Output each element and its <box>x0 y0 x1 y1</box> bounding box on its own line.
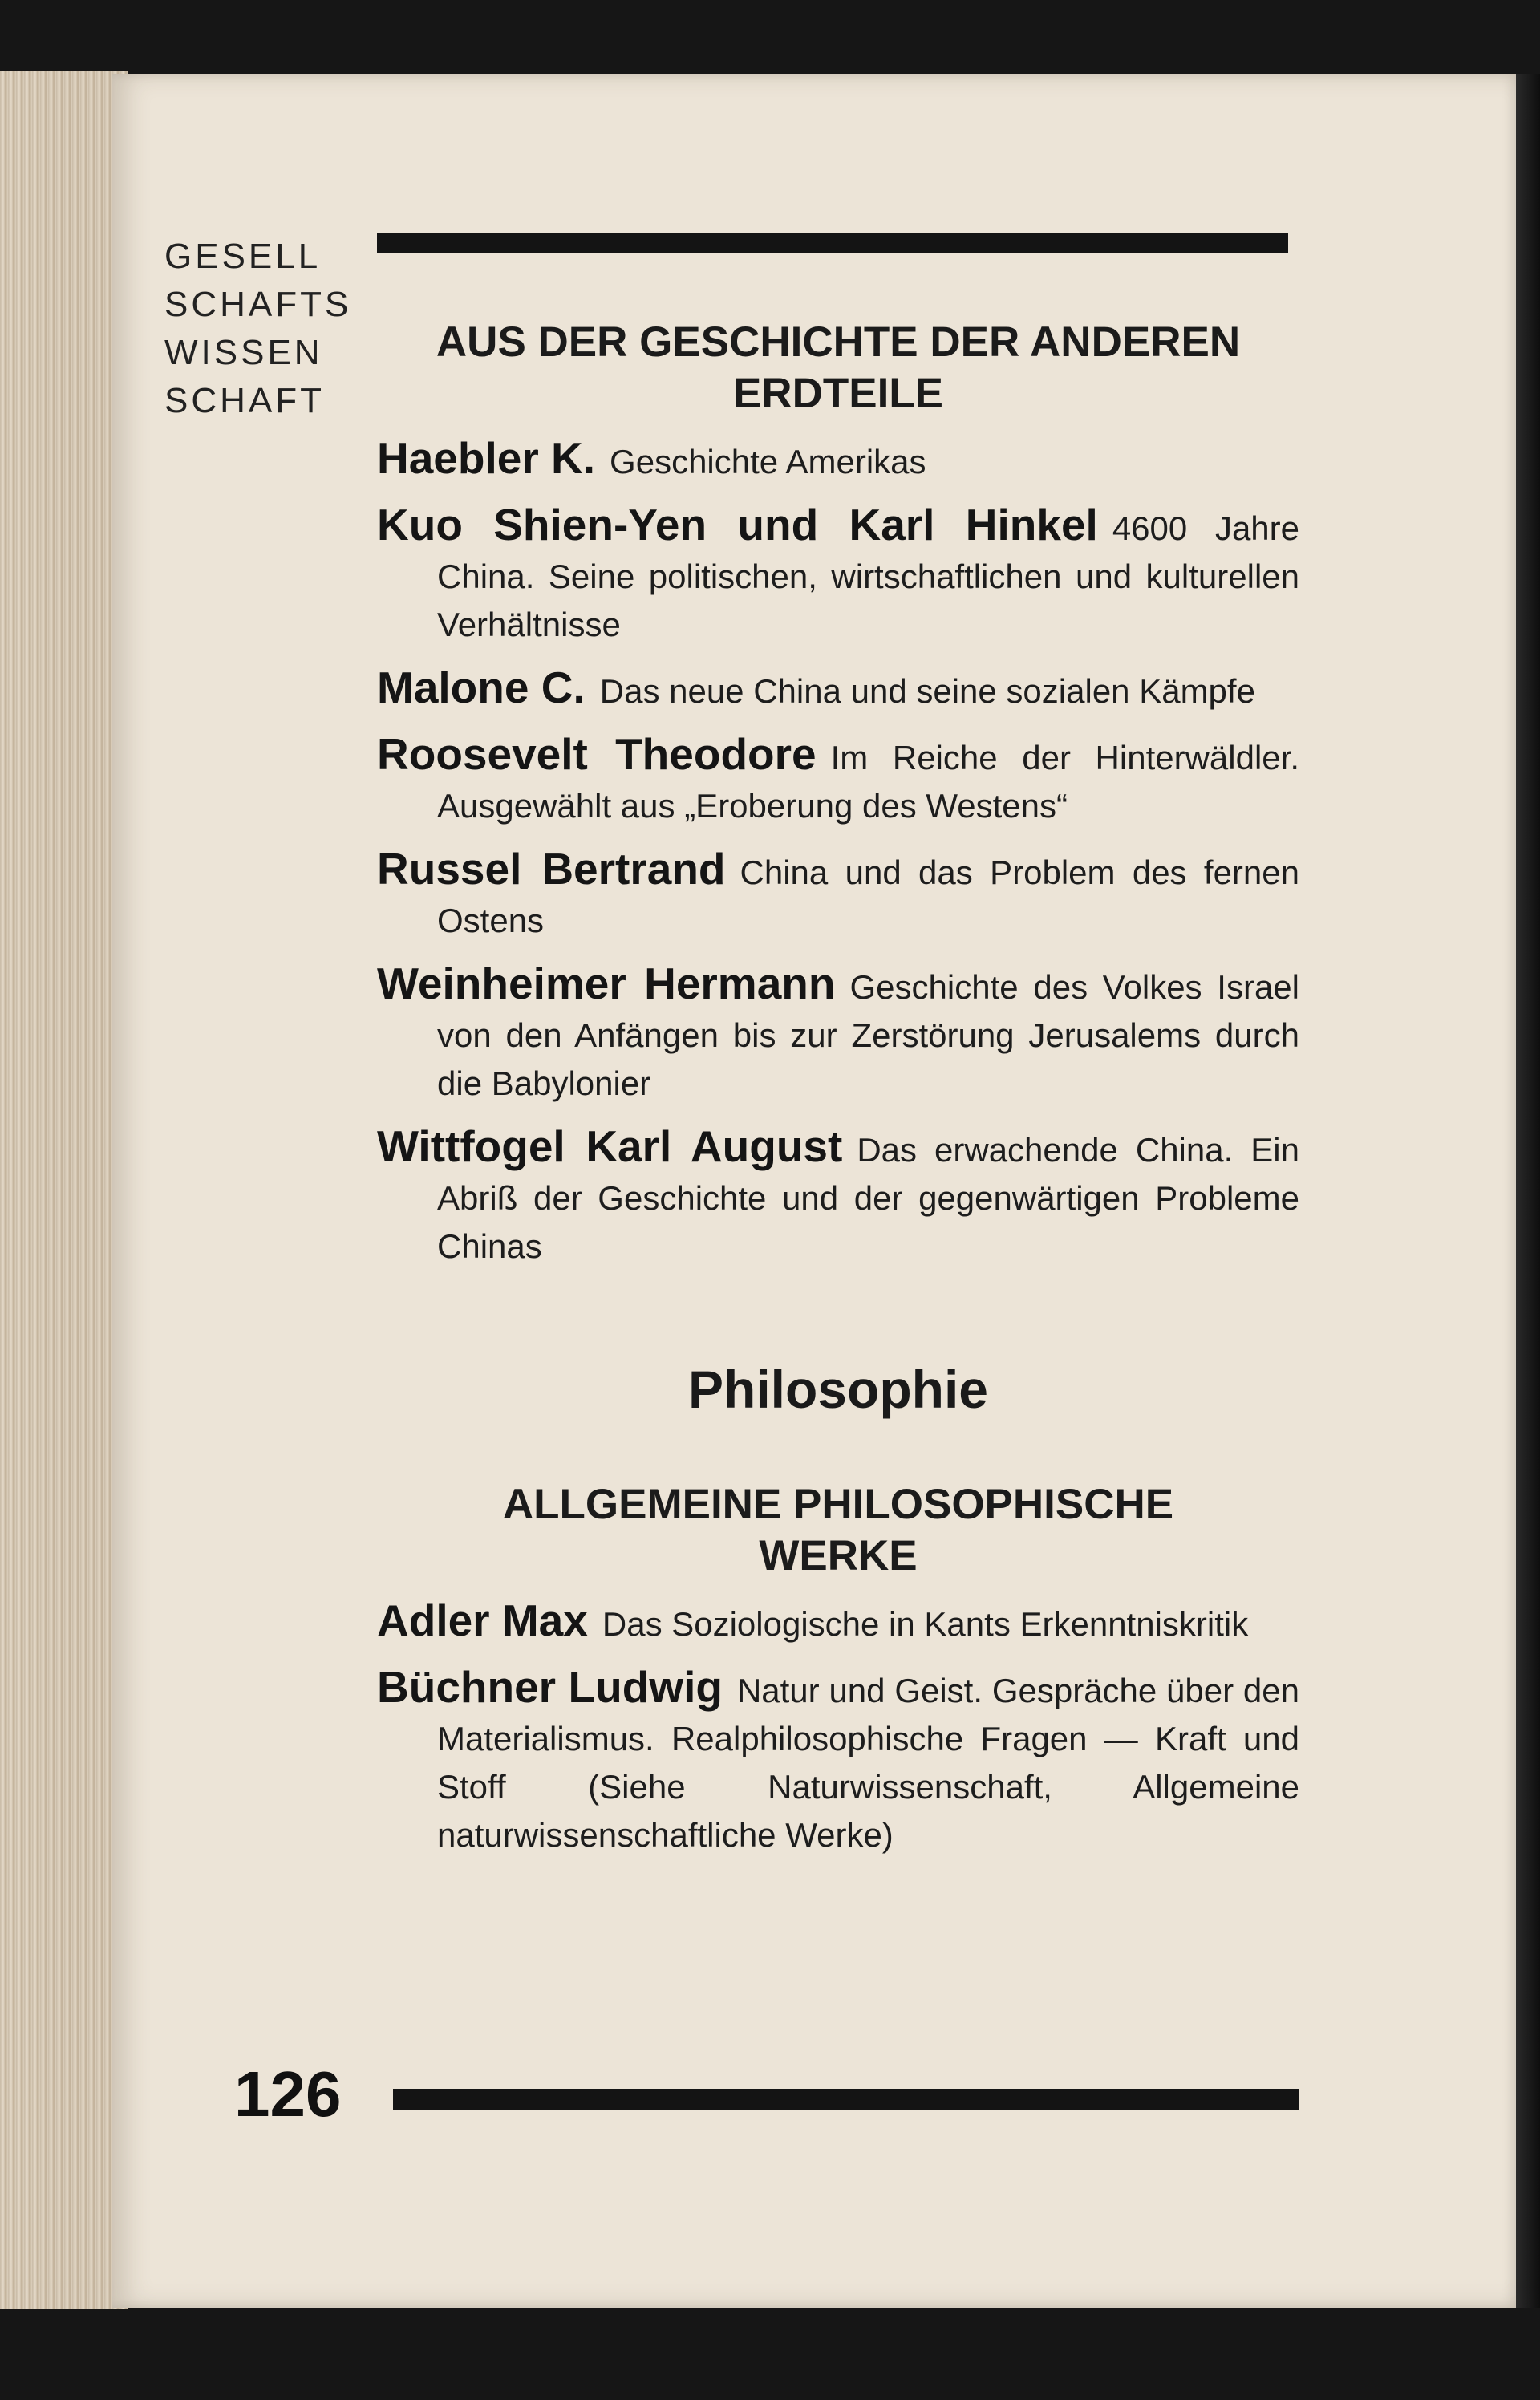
bibliography-entry <box>377 959 1299 1108</box>
entry-author: Weinheimer Hermann <box>377 959 836 1008</box>
section-label-line: SCHAFT <box>164 381 325 420</box>
bibliography-entry <box>377 663 1299 716</box>
bibliography-entry <box>377 501 1299 649</box>
heading-line: WERKE <box>759 1532 918 1579</box>
entry-author: Adler Max <box>377 1595 588 1645</box>
entry-author: Roosevelt Theodore <box>377 729 817 779</box>
entry-title: Geschichte Amerikas <box>610 443 926 480</box>
entry-list <box>377 434 1299 1271</box>
entry-author: Kuo Shien-Yen und Karl Hinkel <box>377 500 1098 549</box>
section-label-line: GESELL <box>164 237 322 276</box>
section-label <box>164 233 357 425</box>
top-rule <box>377 233 1288 253</box>
major-heading: Philosophie <box>687 1360 989 1419</box>
bibliography-entry <box>377 845 1299 945</box>
entry-title: Das erwachende China. Ein Abriß der Geschichte und der gegenwärtigen Probleme Chinas <box>437 1131 1299 1265</box>
page-stack-edge <box>0 71 128 2309</box>
bibliography-entry <box>377 434 1299 486</box>
section-label-line: SCHAFTS <box>164 285 352 324</box>
bibliography-entry <box>377 1663 1299 1859</box>
entry-author: Russel Bertrand <box>377 844 726 894</box>
page-number: 126 <box>234 2058 342 2130</box>
binding-shadow <box>1516 74 1540 2308</box>
entry-author: Haebler K. <box>377 433 596 483</box>
section-label-line: WISSEN <box>164 333 323 372</box>
entry-title: China und das Problem des fernen Ostens <box>437 853 1299 939</box>
entry-author: Malone C. <box>377 663 586 712</box>
bibliography-entry <box>377 1596 1299 1648</box>
main-column <box>377 317 1299 1874</box>
entry-author: Wittfogel Karl August <box>377 1121 843 1171</box>
heading-line: ALLGEMEINE PHILOSOPHISCHE <box>502 1481 1174 1528</box>
entry-title: Das neue China und seine sozialen Kämpfe <box>599 672 1255 710</box>
heading-line: ERDTEILE <box>732 370 944 417</box>
entry-list <box>377 1596 1299 1859</box>
section-heading <box>377 1479 1299 1582</box>
entry-author: Büchner Ludwig <box>377 1662 723 1712</box>
entry-title: Natur und Geist. Gespräche über den Materialismus. Realphilosophische Fragen — Kraft und Stoff (Siehe Naturwissenschaft, Allgemeine naturwissenschaftliche Werke) <box>437 1672 1299 1854</box>
bibliography-entry <box>377 730 1299 830</box>
heading-line: AUS DER GESCHICHTE DER ANDEREN <box>436 318 1241 366</box>
bottom-rule <box>393 2089 1299 2110</box>
entry-title: Geschichte des Volkes Israel von den Anfängen bis zur Zerstörung Jerusalems durch die Babylonier <box>437 968 1299 1102</box>
entry-title: Das Soziologische in Kants Erkenntniskritik <box>602 1605 1249 1643</box>
entry-title: Im Reiche der Hinterwäldler. Ausgewählt aus „Eroberung des Westens“ <box>437 739 1299 825</box>
bibliography-entry <box>377 1122 1299 1271</box>
section-heading <box>377 317 1299 420</box>
entry-title: 4600 Jahre China. Seine politischen, wirtschaftlichen und kulturellen Verhältnisse <box>437 509 1300 643</box>
